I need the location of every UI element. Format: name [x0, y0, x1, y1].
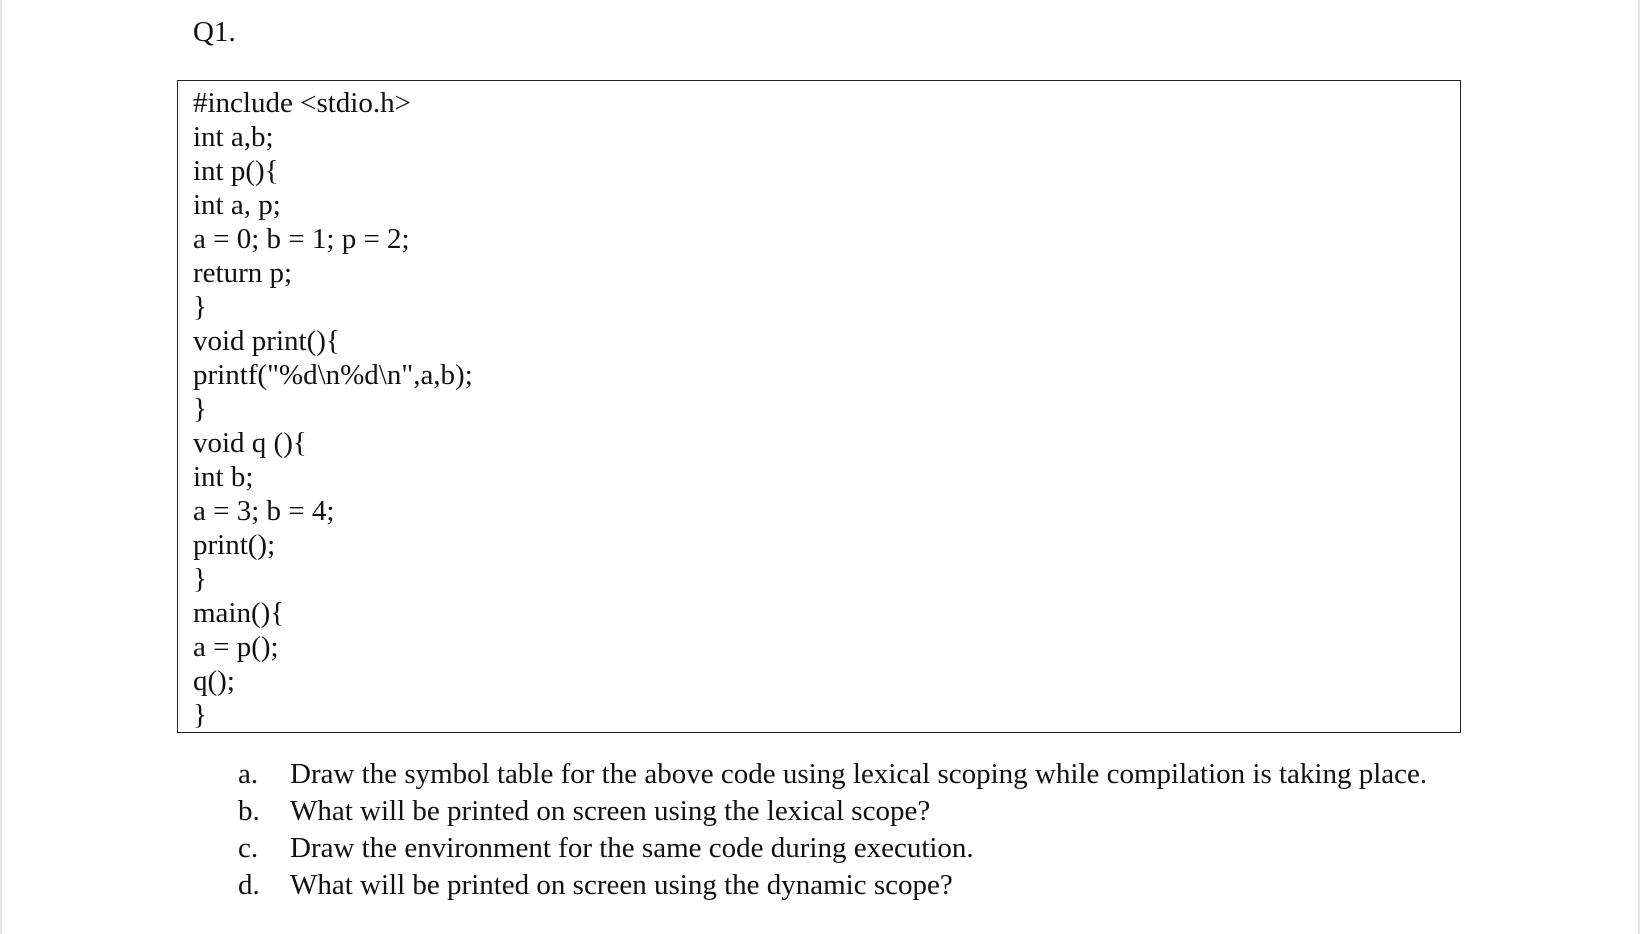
code-line: }	[193, 393, 207, 425]
code-line: int p(){	[193, 155, 279, 187]
code-line: void q (){	[193, 427, 307, 459]
code-line: a = p();	[193, 631, 279, 663]
sub-question-marker: d.	[238, 869, 260, 901]
sub-question-text: Draw the symbol table for the above code using lexical scoping while compilation is taking place.	[290, 758, 1428, 790]
code-line: main(){	[193, 597, 285, 629]
code-line: a = 0; b = 1; p = 2;	[193, 223, 410, 255]
sub-question-text: What will be printed on screen using the lexical scope?	[290, 795, 931, 827]
code-line: print();	[193, 529, 276, 561]
sub-question-marker: c.	[238, 832, 259, 864]
code-line: a = 3; b = 4;	[193, 495, 335, 527]
sub-question-d	[238, 867, 1427, 904]
sub-question-b	[238, 793, 1427, 830]
code-line: int a,b;	[193, 121, 274, 153]
code-line: return p;	[193, 257, 293, 289]
code-line: q();	[193, 665, 235, 697]
sub-question-a	[238, 756, 1427, 793]
code-line: }	[193, 699, 207, 731]
code-line: printf("%d\n%d\n",a,b);	[193, 359, 473, 391]
code-line: int a, p;	[193, 189, 281, 221]
sub-question-marker: b.	[238, 795, 260, 827]
code-line: int b;	[193, 461, 254, 493]
sub-question-text: Draw the environment for the same code during execution.	[290, 832, 974, 864]
code-line: void print(){	[193, 325, 340, 357]
sub-question-text: What will be printed on screen using the dynamic scope?	[290, 869, 953, 901]
code-line: }	[193, 563, 207, 595]
page-left-edge	[0, 0, 2, 934]
sub-question-list	[238, 756, 1427, 904]
code-line: }	[193, 291, 207, 323]
sub-question-marker: a.	[238, 758, 259, 790]
question-title: Q1.	[193, 16, 236, 48]
code-line: #include <stdio.h>	[193, 87, 411, 119]
code-box	[177, 80, 1461, 733]
sub-question-c	[238, 830, 1427, 867]
